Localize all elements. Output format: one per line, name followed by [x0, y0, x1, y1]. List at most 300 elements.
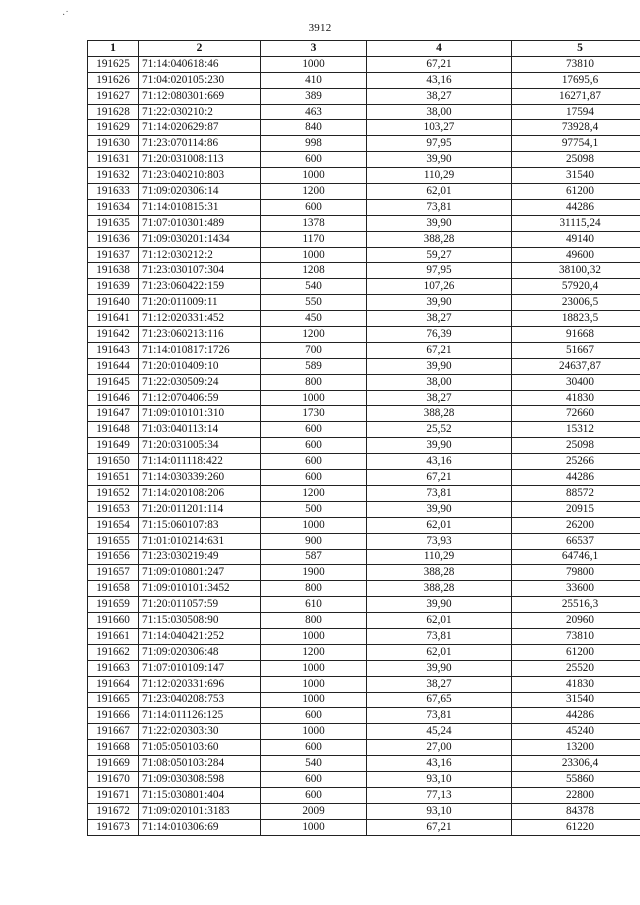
cadastral-number: 71:04:020105:230 [139, 72, 261, 88]
row-number: 191632 [88, 168, 139, 184]
row-number: 191655 [88, 533, 139, 549]
row-number: 191657 [88, 565, 139, 581]
land-registry-table [87, 40, 640, 836]
cadastral-number: 71:12:020331:696 [139, 676, 261, 692]
amount-value: 31540 [512, 168, 640, 184]
row-number: 191641 [88, 311, 139, 327]
rate-value: 39,90 [367, 152, 512, 168]
amount-value: 38100,32 [512, 263, 640, 279]
row-number: 191644 [88, 358, 139, 374]
area-value: 800 [261, 613, 367, 629]
area-value: 1000 [261, 724, 367, 740]
cadastral-number: 71:23:040210:803 [139, 168, 261, 184]
area-value: 1170 [261, 231, 367, 247]
amount-value: 13200 [512, 740, 640, 756]
rate-value: 67,21 [367, 819, 512, 835]
area-value: 600 [261, 708, 367, 724]
rate-value: 39,90 [367, 501, 512, 517]
amount-value: 25266 [512, 454, 640, 470]
table-row [88, 374, 640, 390]
rate-value: 38,27 [367, 390, 512, 406]
rate-value: 38,27 [367, 676, 512, 692]
area-value: 410 [261, 72, 367, 88]
rate-value: 73,81 [367, 708, 512, 724]
cadastral-number: 71:12:080301:669 [139, 88, 261, 104]
amount-value: 20915 [512, 501, 640, 517]
table-row [88, 819, 640, 835]
amount-value: 61220 [512, 819, 640, 835]
area-value: 610 [261, 597, 367, 613]
area-value: 600 [261, 152, 367, 168]
cadastral-number: 71:12:030212:2 [139, 247, 261, 263]
row-number: 191640 [88, 295, 139, 311]
cadastral-number: 71:22:030210:2 [139, 104, 261, 120]
table-row [88, 231, 640, 247]
cadastral-number: 71:09:020306:48 [139, 644, 261, 660]
area-value: 1000 [261, 247, 367, 263]
amount-value: 61200 [512, 644, 640, 660]
amount-value: 23306,4 [512, 756, 640, 772]
row-number: 191671 [88, 787, 139, 803]
table-row [88, 72, 640, 88]
area-value: 1000 [261, 692, 367, 708]
row-number: 191626 [88, 72, 139, 88]
area-value: 1000 [261, 628, 367, 644]
table-row [88, 295, 640, 311]
row-number: 191649 [88, 438, 139, 454]
rate-value: 93,10 [367, 803, 512, 819]
area-value: 1200 [261, 485, 367, 501]
cadastral-number: 71:22:030509:24 [139, 374, 261, 390]
rate-value: 110,29 [367, 549, 512, 565]
area-value: 600 [261, 787, 367, 803]
row-number: 191659 [88, 597, 139, 613]
area-value: 840 [261, 120, 367, 136]
amount-value: 18823,5 [512, 311, 640, 327]
cadastral-number: 71:12:070406:59 [139, 390, 261, 406]
cadastral-number: 71:01:010214:631 [139, 533, 261, 549]
table-row [88, 692, 640, 708]
cadastral-number: 71:14:011126:125 [139, 708, 261, 724]
amount-value: 41830 [512, 676, 640, 692]
area-value: 600 [261, 199, 367, 215]
row-number: 191637 [88, 247, 139, 263]
cadastral-number: 71:07:010109:147 [139, 660, 261, 676]
rate-value: 110,29 [367, 168, 512, 184]
amount-value: 49600 [512, 247, 640, 263]
table-row [88, 756, 640, 772]
amount-value: 44286 [512, 199, 640, 215]
column-header-3: 3 [261, 41, 367, 57]
amount-value: 73810 [512, 628, 640, 644]
cadastral-number: 71:09:020306:14 [139, 184, 261, 200]
column-header-2: 2 [139, 41, 261, 57]
amount-value: 97754,1 [512, 136, 640, 152]
cadastral-number: 71:03:040113:14 [139, 422, 261, 438]
cadastral-number: 71:15:030508:90 [139, 613, 261, 629]
rate-value: 67,21 [367, 56, 512, 72]
area-value: 2009 [261, 803, 367, 819]
row-number: 191666 [88, 708, 139, 724]
amount-value: 55860 [512, 771, 640, 787]
cadastral-number: 71:09:010801:247 [139, 565, 261, 581]
amount-value: 49140 [512, 231, 640, 247]
cadastral-number: 71:14:010306:69 [139, 819, 261, 835]
cadastral-number: 71:20:011201:114 [139, 501, 261, 517]
table-row [88, 327, 640, 343]
table-body [88, 56, 640, 835]
row-number: 191650 [88, 454, 139, 470]
row-number: 191628 [88, 104, 139, 120]
table-row [88, 136, 640, 152]
area-value: 540 [261, 279, 367, 295]
table-row [88, 771, 640, 787]
area-value: 450 [261, 311, 367, 327]
amount-value: 84378 [512, 803, 640, 819]
page-number: 3912 [308, 22, 332, 34]
rate-value: 43,16 [367, 72, 512, 88]
area-value: 1000 [261, 660, 367, 676]
row-number: 191662 [88, 644, 139, 660]
amount-value: 91668 [512, 327, 640, 343]
rate-value: 73,93 [367, 533, 512, 549]
rate-value: 97,95 [367, 136, 512, 152]
cadastral-number: 71:14:020629:87 [139, 120, 261, 136]
row-number: 191634 [88, 199, 139, 215]
area-value: 1000 [261, 56, 367, 72]
area-value: 1730 [261, 406, 367, 422]
amount-value: 73810 [512, 56, 640, 72]
cadastral-number: 71:14:040421:252 [139, 628, 261, 644]
table-row [88, 740, 640, 756]
rate-value: 39,90 [367, 660, 512, 676]
column-header-4: 4 [367, 41, 512, 57]
rate-value: 43,16 [367, 756, 512, 772]
area-value: 1000 [261, 819, 367, 835]
amount-value: 17594 [512, 104, 640, 120]
table-row [88, 517, 640, 533]
rate-value: 45,24 [367, 724, 512, 740]
table-row [88, 120, 640, 136]
table-row [88, 263, 640, 279]
table-row [88, 422, 640, 438]
rate-value: 39,90 [367, 358, 512, 374]
table-row [88, 597, 640, 613]
row-number: 191665 [88, 692, 139, 708]
amount-value: 24637,87 [512, 358, 640, 374]
row-number: 191629 [88, 120, 139, 136]
amount-value: 20960 [512, 613, 640, 629]
table-row [88, 454, 640, 470]
rate-value: 103,27 [367, 120, 512, 136]
row-number: 191654 [88, 517, 139, 533]
table-row [88, 184, 640, 200]
rate-value: 97,95 [367, 263, 512, 279]
row-number: 191645 [88, 374, 139, 390]
area-value: 589 [261, 358, 367, 374]
area-value: 800 [261, 374, 367, 390]
table-row [88, 88, 640, 104]
rate-value: 388,28 [367, 565, 512, 581]
amount-value: 44286 [512, 708, 640, 724]
rate-value: 39,90 [367, 438, 512, 454]
rate-value: 107,26 [367, 279, 512, 295]
area-value: 1000 [261, 390, 367, 406]
cadastral-number: 71:23:060422:159 [139, 279, 261, 295]
cadastral-number: 71:20:010409:10 [139, 358, 261, 374]
column-header-1: 1 [88, 41, 139, 57]
cadastral-number: 71:23:030219:49 [139, 549, 261, 565]
amount-value: 25516,3 [512, 597, 640, 613]
rate-value: 67,65 [367, 692, 512, 708]
area-value: 998 [261, 136, 367, 152]
amount-value: 57920,4 [512, 279, 640, 295]
row-number: 191635 [88, 215, 139, 231]
area-value: 600 [261, 438, 367, 454]
rate-value: 388,28 [367, 231, 512, 247]
area-value: 550 [261, 295, 367, 311]
row-number: 191673 [88, 819, 139, 835]
row-number: 191661 [88, 628, 139, 644]
rate-value: 38,00 [367, 374, 512, 390]
cadastral-number: 71:14:030339:260 [139, 470, 261, 486]
table-row [88, 215, 640, 231]
rate-value: 67,21 [367, 470, 512, 486]
cadastral-number: 71:23:030107:304 [139, 263, 261, 279]
area-value: 600 [261, 454, 367, 470]
row-number: 191660 [88, 613, 139, 629]
row-number: 191652 [88, 485, 139, 501]
table-row [88, 676, 640, 692]
row-number: 191653 [88, 501, 139, 517]
cadastral-number: 71:20:011009:11 [139, 295, 261, 311]
row-number: 191643 [88, 342, 139, 358]
rate-value: 67,21 [367, 342, 512, 358]
row-number: 191633 [88, 184, 139, 200]
area-value: 1000 [261, 168, 367, 184]
row-number: 191636 [88, 231, 139, 247]
table-row [88, 787, 640, 803]
table-row [88, 470, 640, 486]
row-number: 191651 [88, 470, 139, 486]
cadastral-number: 71:14:020108:206 [139, 485, 261, 501]
area-value: 900 [261, 533, 367, 549]
table-row [88, 247, 640, 263]
area-value: 600 [261, 771, 367, 787]
area-value: 700 [261, 342, 367, 358]
rate-value: 27,00 [367, 740, 512, 756]
cadastral-number: 71:23:040208:753 [139, 692, 261, 708]
amount-value: 25098 [512, 152, 640, 168]
area-value: 1200 [261, 184, 367, 200]
cadastral-number: 71:20:031005:34 [139, 438, 261, 454]
table-row [88, 311, 640, 327]
table-row [88, 660, 640, 676]
table-row [88, 644, 640, 660]
table-row [88, 724, 640, 740]
rate-value: 39,90 [367, 295, 512, 311]
rate-value: 38,27 [367, 311, 512, 327]
cadastral-number: 71:12:020331:452 [139, 311, 261, 327]
table-row [88, 390, 640, 406]
area-value: 1200 [261, 327, 367, 343]
table-row [88, 628, 640, 644]
cadastral-number: 71:14:010815:31 [139, 199, 261, 215]
amount-value: 33600 [512, 581, 640, 597]
row-number: 191663 [88, 660, 139, 676]
rate-value: 77,13 [367, 787, 512, 803]
table-row [88, 104, 640, 120]
cadastral-number: 71:15:060107:83 [139, 517, 261, 533]
rate-value: 43,16 [367, 454, 512, 470]
row-number: 191627 [88, 88, 139, 104]
rate-value: 93,10 [367, 771, 512, 787]
table-row [88, 406, 640, 422]
cadastral-number: 71:14:040618:46 [139, 56, 261, 72]
row-number: 191669 [88, 756, 139, 772]
table-row [88, 199, 640, 215]
area-value: 389 [261, 88, 367, 104]
amount-value: 41830 [512, 390, 640, 406]
rate-value: 76,39 [367, 327, 512, 343]
amount-value: 25098 [512, 438, 640, 454]
rate-value: 62,01 [367, 184, 512, 200]
row-number: 191638 [88, 263, 139, 279]
row-number: 191656 [88, 549, 139, 565]
row-number: 191639 [88, 279, 139, 295]
table-row [88, 613, 640, 629]
cadastral-number: 71:20:031008:113 [139, 152, 261, 168]
area-value: 1208 [261, 263, 367, 279]
row-number: 191642 [88, 327, 139, 343]
row-number: 191630 [88, 136, 139, 152]
row-number: 191631 [88, 152, 139, 168]
table-row [88, 803, 640, 819]
area-value: 463 [261, 104, 367, 120]
rate-value: 62,01 [367, 517, 512, 533]
area-value: 500 [261, 501, 367, 517]
area-value: 1378 [261, 215, 367, 231]
amount-value: 26200 [512, 517, 640, 533]
amount-value: 30400 [512, 374, 640, 390]
area-value: 1900 [261, 565, 367, 581]
amount-value: 25520 [512, 660, 640, 676]
cadastral-number: 71:09:030201:1434 [139, 231, 261, 247]
cadastral-number: 71:23:060213:116 [139, 327, 261, 343]
amount-value: 79800 [512, 565, 640, 581]
row-number: 191670 [88, 771, 139, 787]
cadastral-number: 71:09:010101:310 [139, 406, 261, 422]
table-row [88, 549, 640, 565]
rate-value: 38,27 [367, 88, 512, 104]
area-value: 1000 [261, 517, 367, 533]
amount-value: 17695,6 [512, 72, 640, 88]
amount-value: 31540 [512, 692, 640, 708]
row-number: 191647 [88, 406, 139, 422]
row-number: 191667 [88, 724, 139, 740]
amount-value: 51667 [512, 342, 640, 358]
rate-value: 39,90 [367, 215, 512, 231]
amount-value: 22800 [512, 787, 640, 803]
rate-value: 73,81 [367, 199, 512, 215]
area-value: 540 [261, 756, 367, 772]
amount-value: 64746,1 [512, 549, 640, 565]
amount-value: 31115,24 [512, 215, 640, 231]
cadastral-number: 71:07:010301:489 [139, 215, 261, 231]
amount-value: 88572 [512, 485, 640, 501]
amount-value: 66537 [512, 533, 640, 549]
cadastral-number: 71:14:011118:422 [139, 454, 261, 470]
cadastral-number: 71:05:050103:60 [139, 740, 261, 756]
cadastral-number: 71:14:010817:1726 [139, 342, 261, 358]
area-value: 800 [261, 581, 367, 597]
rate-value: 38,00 [367, 104, 512, 120]
amount-value: 15312 [512, 422, 640, 438]
table-row [88, 358, 640, 374]
table-row [88, 485, 640, 501]
table-row [88, 342, 640, 358]
cadastral-number: 71:22:020303:30 [139, 724, 261, 740]
table-row [88, 708, 640, 724]
table-row [88, 168, 640, 184]
area-value: 1200 [261, 644, 367, 660]
amount-value: 44286 [512, 470, 640, 486]
cadastral-number: 71:20:011057:59 [139, 597, 261, 613]
cadastral-number: 71:15:030801:404 [139, 787, 261, 803]
rate-value: 62,01 [367, 613, 512, 629]
table-row [88, 565, 640, 581]
row-number: 191668 [88, 740, 139, 756]
amount-value: 23006,5 [512, 295, 640, 311]
row-number: 191648 [88, 422, 139, 438]
row-number: 191625 [88, 56, 139, 72]
amount-value: 61200 [512, 184, 640, 200]
table-row [88, 56, 640, 72]
cadastral-number: 71:08:050103:284 [139, 756, 261, 772]
cadastral-number: 71:09:010101:3452 [139, 581, 261, 597]
area-value: 600 [261, 740, 367, 756]
amount-value: 16271,87 [512, 88, 640, 104]
rate-value: 25,52 [367, 422, 512, 438]
rate-value: 73,81 [367, 485, 512, 501]
area-value: 1000 [261, 676, 367, 692]
amount-value: 73928,4 [512, 120, 640, 136]
header-row [88, 41, 640, 57]
table-row [88, 438, 640, 454]
rate-value: 62,01 [367, 644, 512, 660]
area-value: 587 [261, 549, 367, 565]
column-header-5: 5 [512, 41, 640, 57]
table-row [88, 152, 640, 168]
area-value: 600 [261, 470, 367, 486]
row-number: 191646 [88, 390, 139, 406]
area-value: 600 [261, 422, 367, 438]
scan-speck: ·˙ [62, 10, 69, 21]
amount-value: 72660 [512, 406, 640, 422]
cadastral-number: 71:09:030308:598 [139, 771, 261, 787]
amount-value: 45240 [512, 724, 640, 740]
rate-value: 388,28 [367, 406, 512, 422]
row-number: 191658 [88, 581, 139, 597]
row-number: 191672 [88, 803, 139, 819]
row-number: 191664 [88, 676, 139, 692]
rate-value: 73,81 [367, 628, 512, 644]
rate-value: 59,27 [367, 247, 512, 263]
rate-value: 39,90 [367, 597, 512, 613]
cadastral-number: 71:09:020101:3183 [139, 803, 261, 819]
table-row [88, 581, 640, 597]
table-row [88, 501, 640, 517]
